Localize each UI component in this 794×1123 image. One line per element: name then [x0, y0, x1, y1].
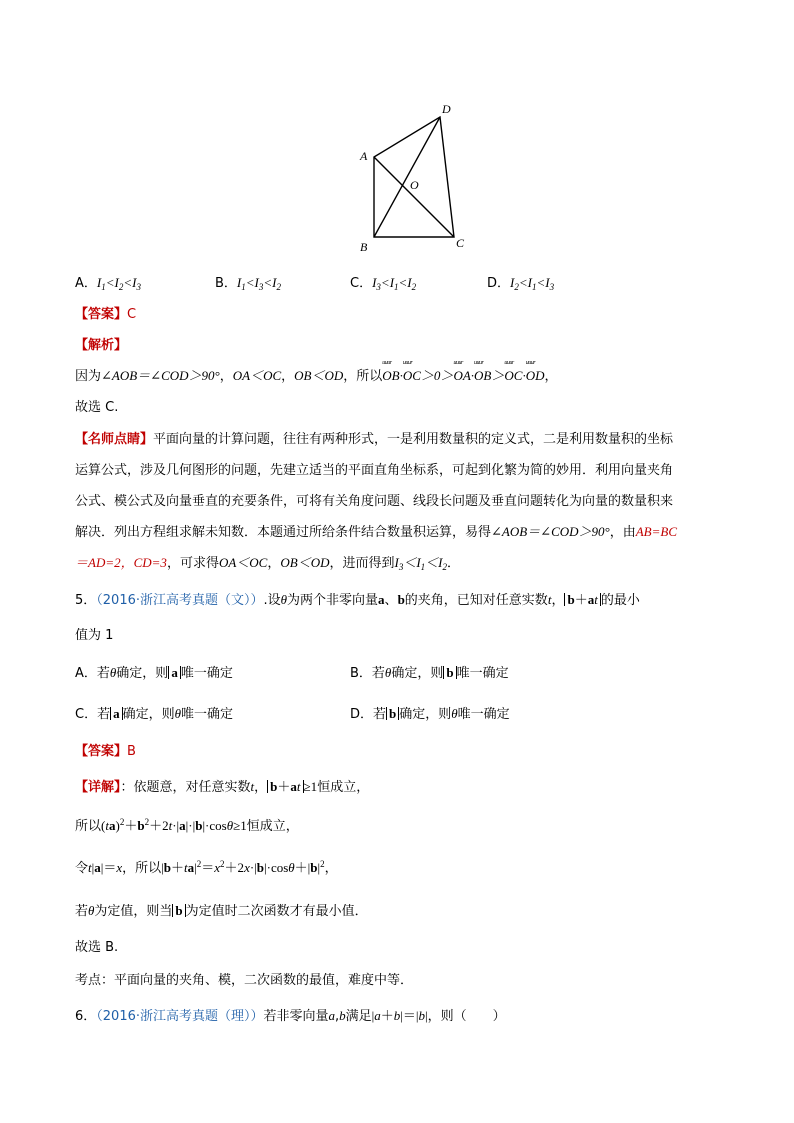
q5-detail-line1: 【详解】：依题意，对任意实数t， b＋at ≥1恒成立，	[75, 779, 370, 795]
q4-tip-line1: 【名师点睛】平面向量的计算问题，往往有两种形式，一是利用数量积的定义式，二是利用数量积的坐标	[75, 432, 674, 447]
q4-tip-line5: ＝AD=2，CD=3，可求得OA＜OC，OB＜OD，进而得到$I_3<I_1<I_2$．	[75, 555, 461, 572]
q4-option-d: D．$I_2<I_1<I_3$	[487, 275, 555, 292]
q4-option-b: B．$I_1<I_3<I_2$	[215, 275, 281, 292]
label-c: C	[456, 236, 465, 250]
q4-tip-line2: 运算公式，涉及几何图形的问题，先建立适当的平面直角坐标系，可起到化繁为简的妙用．利用向量夹角	[75, 463, 674, 478]
q4-conclusion: 故选 C.	[75, 400, 119, 415]
q5-answer: 【答案】B	[75, 744, 136, 759]
q4-answer: 【答案】C	[75, 307, 137, 322]
q5-option-d: D．若 b 确定，则θ唯一确定	[350, 706, 510, 722]
q4-tip-line4: 解决．列出方程组求解未知数．本题通过所给条件结合数量积运算，易得∠AOB＝∠COD＞90°，由AB=BC	[75, 524, 678, 540]
q5-option-a: A．若θ确定，则 a 唯一确定	[75, 665, 233, 681]
q4-reason: 因为∠AOB＝∠COD＞90°，OA＜OC，OB＜OD，所以uuur OB·uuur OC＞0＞uuur OA·uuur OB＞uuur OC·uuur OD，	[75, 365, 558, 384]
label-b: B	[360, 240, 368, 254]
label-d: D	[442, 102, 451, 116]
q5-option-c: C．若 a 确定，则θ唯一确定	[75, 706, 233, 722]
q5-detail-line4: 若θ为定值，则当 b 为定值时二次函数才有最小值．	[75, 903, 368, 919]
q5-stem-line2: 值为 1	[75, 628, 114, 643]
label-o: O	[410, 178, 419, 192]
q4-tip-line3: 公式、模公式及向量垂直的充要条件，可将有关角度问题、线段长问题及垂直问题转化为向量的数量积来	[75, 494, 674, 509]
q4-option-c: C．$I_3<I_1<I_2$	[350, 275, 417, 292]
q5-kaodian: 考点：平面向量的夹角、模，二次函数的最值，难度中等．	[75, 973, 414, 988]
q5-stem-line1: 5．（2016·浙江高考真题（文））.设θ为两个非零向量a、b的夹角，已知对任意实数t， b＋at 的最小	[75, 592, 640, 608]
label-a: A	[360, 149, 368, 163]
quadrilateral-figure	[350, 95, 480, 255]
q5-option-b: B．若θ确定，则 b 唯一确定	[350, 665, 509, 681]
q5-detail-line2: 所以$(ta)^2+b^2+2t\cdot|a|\cdot|b|\cdot\cos\theta\ge 1$恒成立，	[75, 817, 299, 834]
q5-detail-line3: 令t|a|＝x，所以$|b+ta|^2=x^2+2x\cdot|b|\cdot\cos\theta+|b|^2$，	[75, 859, 338, 876]
q5-conclusion: 故选 B.	[75, 940, 119, 955]
q4-option-a: A．$I_1<I_2<I_3$	[75, 275, 141, 292]
q6-stem: 6．（2016·浙江高考真题（理））若非零向量a,b满足|a＋b|＝|b|，则（ ）	[75, 1008, 506, 1024]
q4-analysis-tag: 【解析】	[75, 338, 128, 353]
